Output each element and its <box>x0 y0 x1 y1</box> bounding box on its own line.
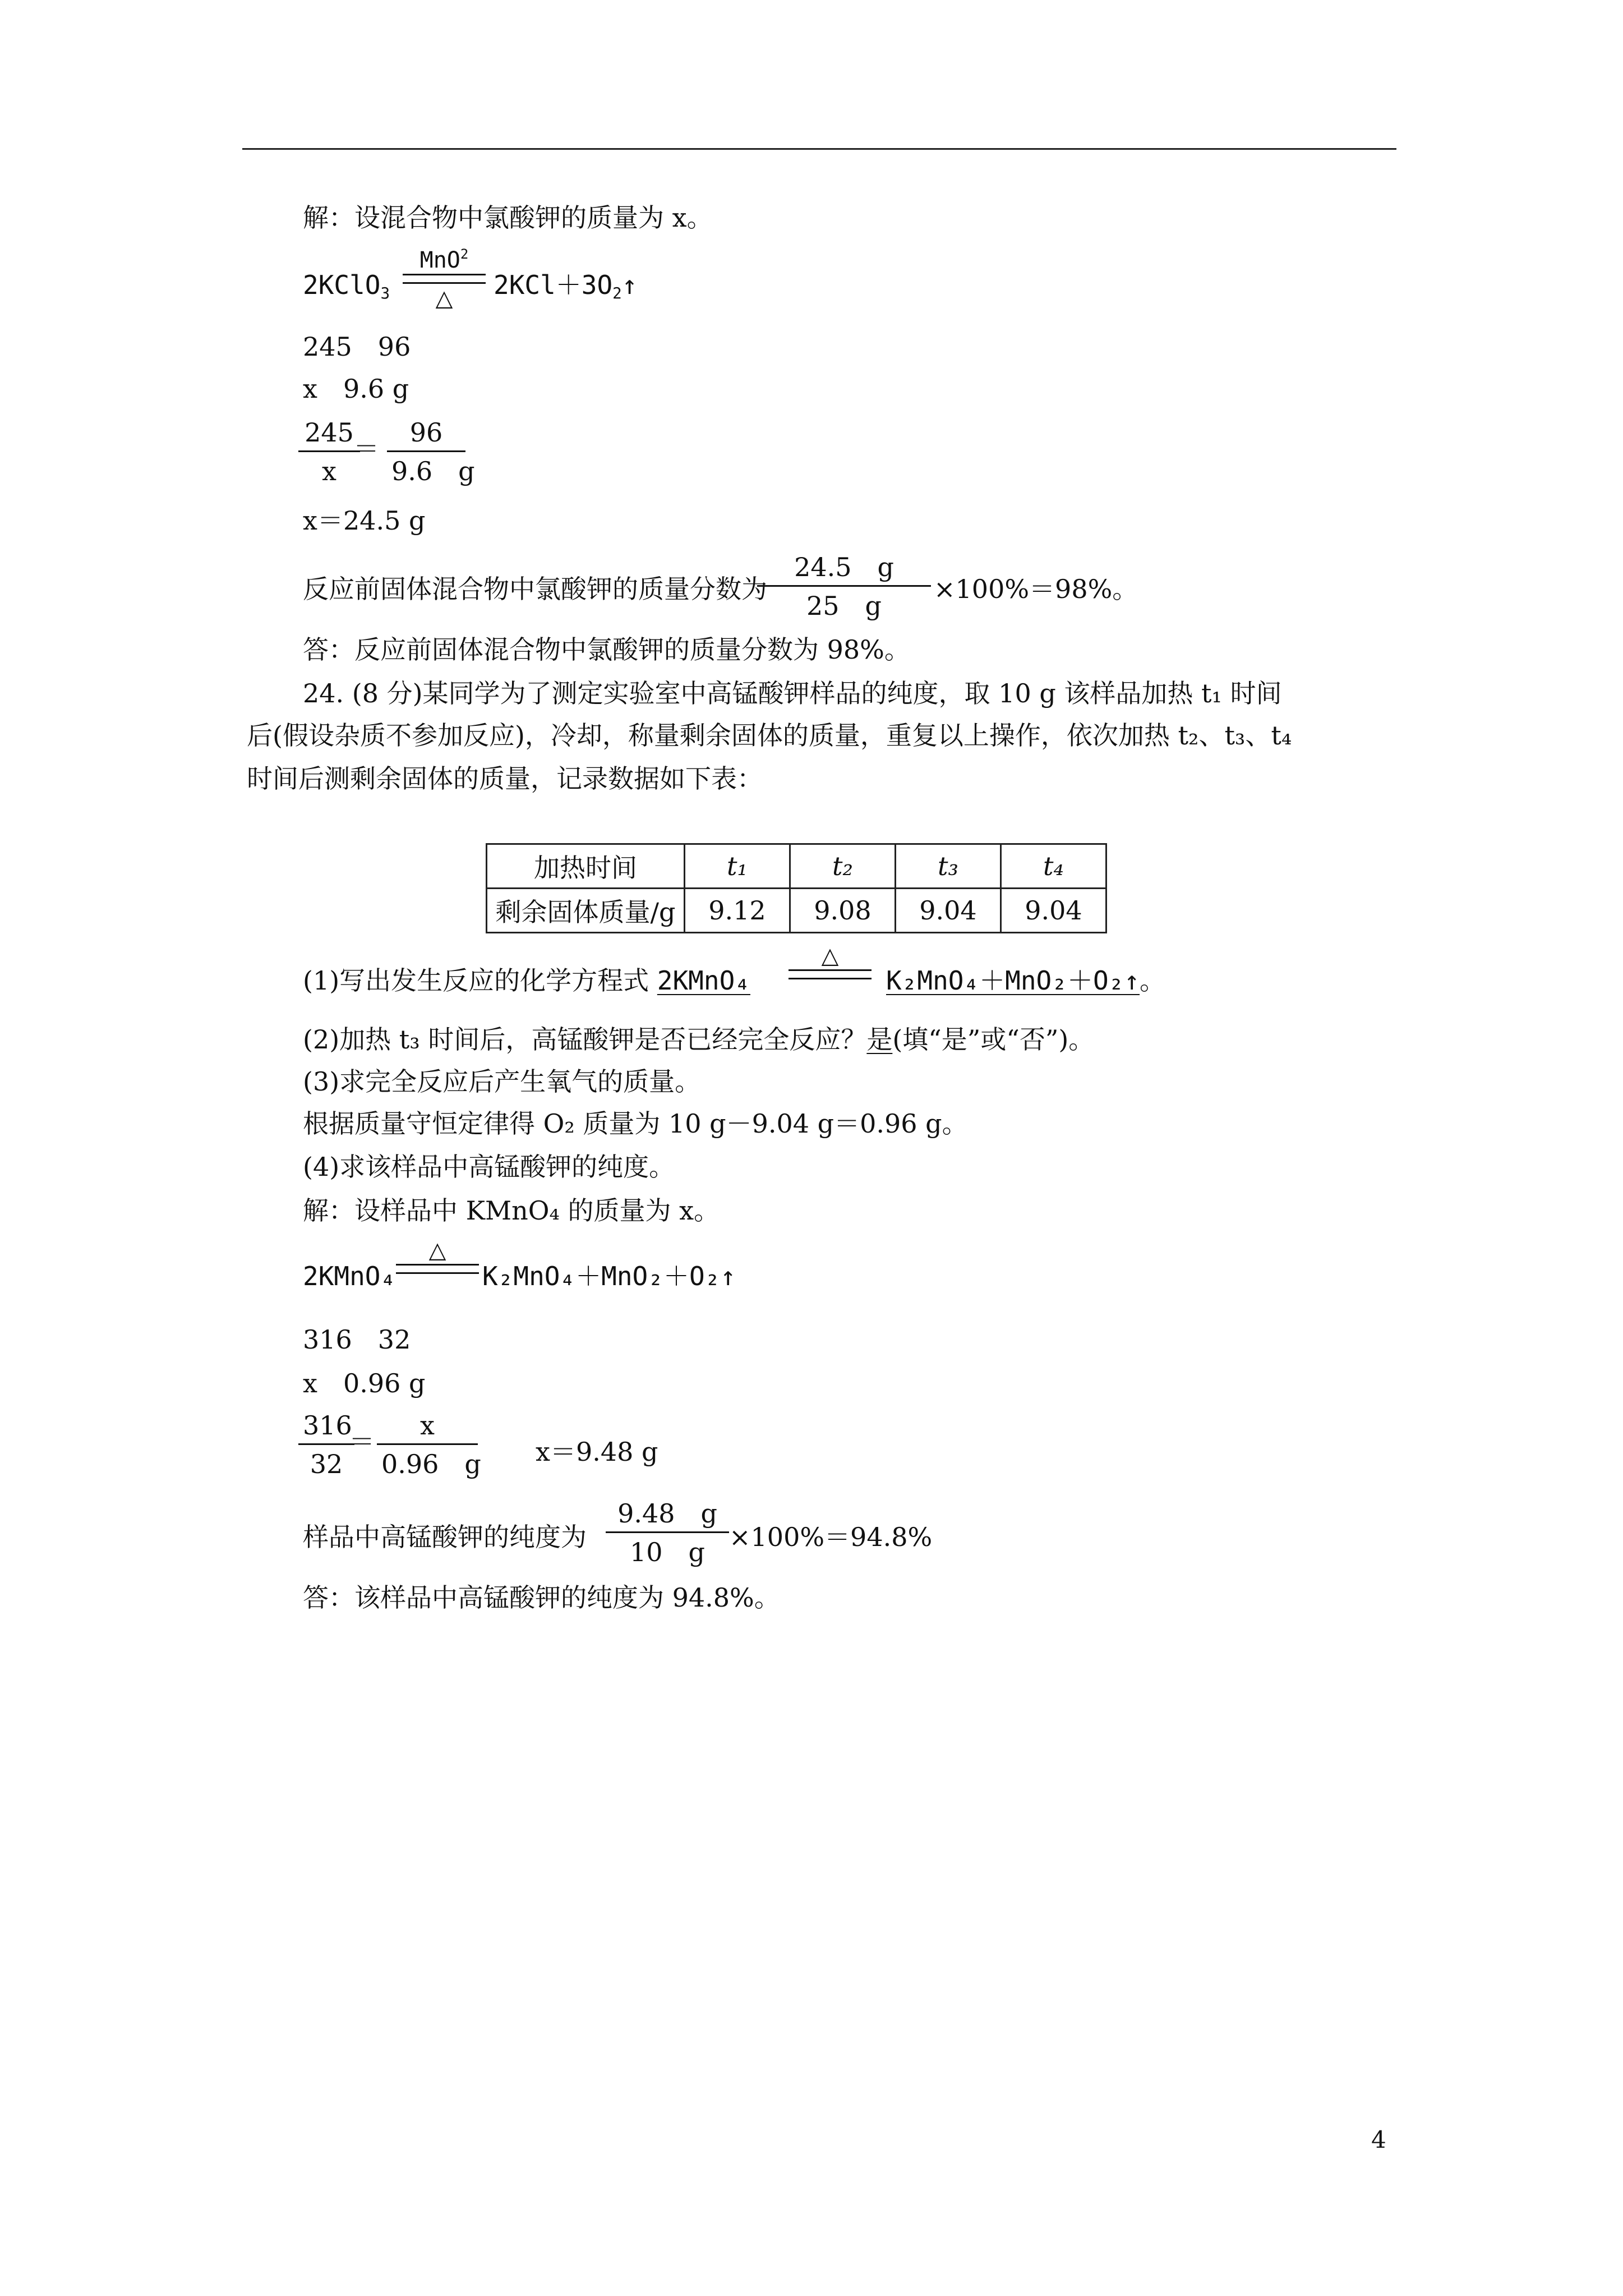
solution2-purity-fraction: $\frac{9.48 g}{10 g}$ <box>606 1499 729 1567</box>
table-time-t2: t₂ <box>790 844 896 889</box>
solution2-reaction-condition <box>393 1237 482 1300</box>
solution2-equation-left: 2KMnO₄ <box>303 1261 396 1291</box>
question-24-line-2: 后(假设杂质不参加反应)，冷却，称量剩余固体的质量，重复以上操作，依次加热 t₂、t₃、t₄ <box>247 720 1292 751</box>
solution1-ratio-left: $\frac{245}{x}$ <box>298 418 360 486</box>
part-3-question: (3)求完全反应后产生氧气的质量。 <box>303 1066 701 1097</box>
heat-symbol: △ <box>428 1237 446 1263</box>
equals-bars <box>789 969 872 979</box>
heat-symbol: △ <box>821 943 839 969</box>
solution1-equation-left: 2KClO$_3$ <box>303 270 390 302</box>
part-1-reaction-condition <box>785 942 875 1005</box>
part-1-answer-left: 2KMnO₄ <box>657 965 750 996</box>
part-1-line: (1)写出发生反应的化学方程式 2KMnO₄ <box>303 965 750 996</box>
heating-data-table <box>486 843 1107 933</box>
solution1-ratio-equals: ＝ <box>353 434 379 464</box>
solution1-result: x＝24.5 g <box>303 505 426 536</box>
question-24-line-1: 24. (8 分)某同学为了测定实验室中高锰酸钾样品的纯度，取 10 g 该样品加热 t₁ 时间 <box>303 678 1282 708</box>
equals-bars <box>403 274 486 284</box>
solution1-ratio-right: $\frac{96}{9.6 g}$ <box>387 418 465 486</box>
solution2-molar-masses: 316 32 <box>303 1324 411 1355</box>
header-rule <box>242 148 1396 150</box>
solution2-equation-right: K₂MnO₄＋MnO₂＋O₂↑ <box>482 1261 736 1291</box>
table-mass-1: 9.12 <box>685 889 790 933</box>
table-mass-3: 9.04 <box>896 889 1001 933</box>
equals-bars <box>396 1264 479 1274</box>
heat-symbol: △ <box>435 286 453 311</box>
solution2-answer: 答：该样品中高锰酸钾的纯度为 94.8%。 <box>303 1582 780 1613</box>
solution2-intro: 解：设样品中 KMnO₄ 的质量为 x。 <box>303 1195 720 1226</box>
solution1-fraction-prefix: 反应前固体混合物中氯酸钾的质量分数为 <box>303 574 767 604</box>
question-24-line-3: 时间后测剩余固体的质量，记录数据如下表： <box>247 763 763 794</box>
solution2-purity-prefix: 样品中高锰酸钾的纯度为 <box>303 1522 587 1552</box>
part-1-answer-right: K₂MnO₄＋MnO₂＋O₂↑。 <box>886 965 1166 996</box>
part-2-answer: 是 <box>866 1024 893 1055</box>
solution2-purity-suffix: ×100%＝94.8% <box>729 1522 933 1552</box>
table-row <box>487 844 1106 889</box>
table-header-label: 加热时间 <box>487 844 685 889</box>
solution1-reaction-condition: MnO$^2$ △ <box>399 247 489 310</box>
solution1-unknowns: x 9.6 g <box>303 374 409 404</box>
table-mass-2: 9.08 <box>790 889 896 933</box>
part-2-line: (2)加热 t₃ 时间后，高锰酸钾是否已经完全反应？是(填“是”或“否”)。 <box>303 1024 1095 1055</box>
page-number: 4 <box>1371 2126 1386 2154</box>
table-time-t1: t₁ <box>685 844 790 889</box>
solution1-equation-right: $2KCl+3O_2↑$ <box>494 270 638 302</box>
solution1-intro: 解：设混合物中氯酸钾的质量为 x。 <box>303 203 713 233</box>
catalyst-label: MnO <box>419 247 460 273</box>
solution2-ratio-left: $\frac{316}{32}$ <box>298 1411 354 1479</box>
solution1-mass-fraction: $\frac{24.5 g}{25 g}$ <box>757 553 931 620</box>
solution2-result: x＝9.48 g <box>536 1437 658 1467</box>
table-row-label: 剩余固体质量/g <box>487 889 685 933</box>
gas-arrow-icon: ↑ <box>621 270 638 300</box>
solution1-molar-masses: 245 96 <box>303 332 411 362</box>
solution1-answer: 答：反应前固体混合物中氯酸钾的质量分数为 98%。 <box>303 634 910 665</box>
table-time-t4: t₄ <box>1001 844 1106 889</box>
solution2-unknowns: x 0.96 g <box>303 1368 426 1398</box>
solution2-ratio-equals: ＝ <box>349 1427 375 1457</box>
part-4-question: (4)求该样品中高锰酸钾的纯度。 <box>303 1152 675 1182</box>
solution2-ratio-right: $\frac{x}{0.96 g}$ <box>377 1411 478 1479</box>
table-mass-4: 9.04 <box>1001 889 1106 933</box>
solution1-fraction-suffix: ×100%＝98%。 <box>934 574 1138 604</box>
part-3-solution: 根据质量守恒定律得 O₂ 质量为 10 g－9.04 g＝0.96 g。 <box>303 1108 968 1139</box>
table-time-t3: t₃ <box>896 844 1001 889</box>
table-row <box>487 889 1106 933</box>
